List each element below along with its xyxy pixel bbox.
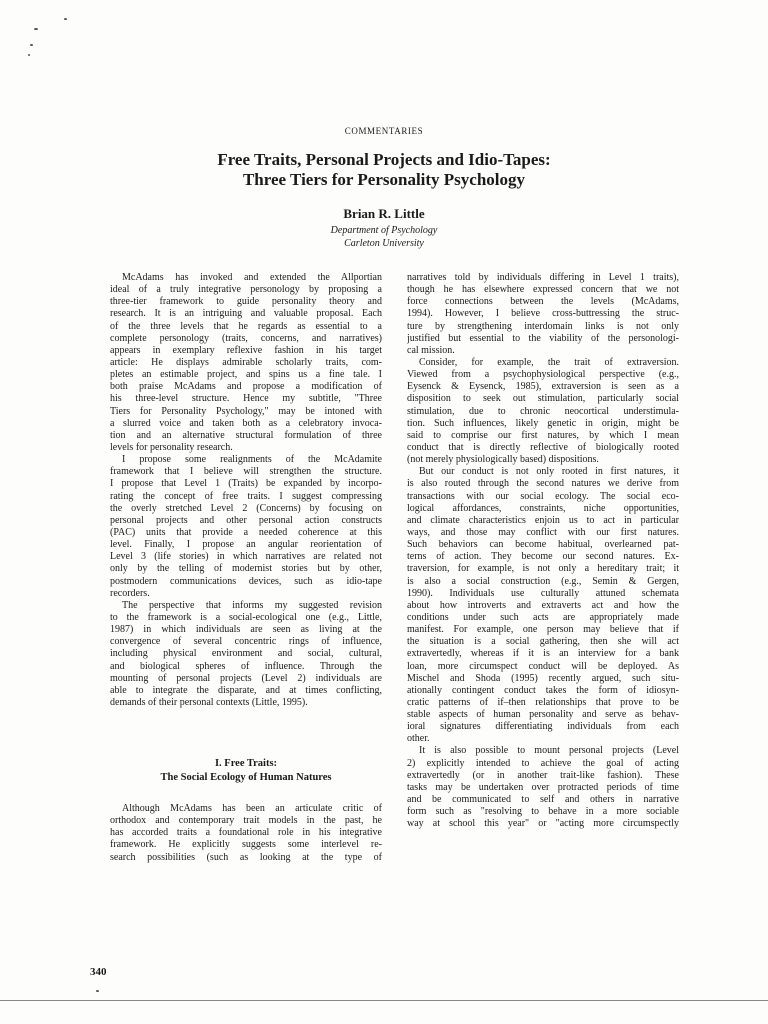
text-line: only by the telling of modernist stories but by other, [110, 563, 382, 575]
section-label: COMMENTARIES [344, 126, 424, 136]
text-line: loan, more circumspect conduct will be deployed. As [407, 660, 679, 672]
department: Department of Psychology [330, 225, 438, 236]
text-line: said to comprise our first natures, by which I mean [407, 429, 679, 441]
text-line: (not merely physiologically based) dispositions. [407, 454, 599, 466]
paragraph [110, 600, 382, 709]
paragraph [407, 745, 679, 830]
article-title [0, 150, 768, 190]
text-line: level. Finally, I propose an angular reorientation of [110, 539, 382, 551]
text-line: ationally contingent conduct takes the form of idiosyn- [407, 684, 679, 696]
text-line: 1990). Individuals use culturally attuned schemata [407, 587, 679, 599]
text-line: ioral signatures differentiating individuals from each [407, 721, 679, 733]
text-line: McAdams has invoked and extended the Allportian [122, 272, 382, 283]
text-line: cratic patterns of if–then relationships that prove to be [407, 696, 679, 708]
text-line: transactions with our social ecology. The social eco- [407, 490, 679, 502]
scan-edge-line [0, 1000, 768, 1001]
text-line: Eysenck & Eysenck, 1985), extraversion is seen as a [407, 381, 679, 393]
text-line: other. [407, 733, 430, 745]
text-line: logical affordances, constraints, niche opportunities, [407, 502, 679, 514]
text-line: I propose that Level 1 (Traits) be expanded by incorpo- [110, 478, 382, 490]
text-line: conditions under such acts are appropriately made [407, 611, 679, 623]
text-line: Mischel and Shoda (1995) recently argued, such situ- [407, 672, 679, 684]
text-line: Viewed from a psychophysiological perspective (e.g., [407, 369, 679, 381]
text-line: levels for personality research. [110, 441, 233, 453]
text-line: framework. He explicitly suggests some interlevel re- [110, 839, 382, 851]
paragraph [407, 466, 679, 745]
paragraph [110, 454, 382, 600]
left-column [110, 272, 382, 864]
text-line: ways, and those may conflict with our first natures. [407, 526, 679, 538]
text-line: and climate characteristics enjoin us to act in particular [407, 514, 679, 526]
text-line: three-tier framework to guide personality theory and [110, 296, 382, 308]
text-line: force connections between the levels (McAdams, [407, 296, 679, 308]
text-line: both praise McAdams and propose a modification of [110, 381, 382, 393]
text-line: stable aspects of human personality and serve as behav- [407, 709, 679, 721]
section-heading-number: I. Free Traits: [214, 758, 278, 770]
text-line: form such as "resolving to behave in a more sociable [407, 806, 679, 818]
text-line: is also routed through the second natures we derive from [407, 478, 679, 490]
text-line: convergence of several concentric rings of influence, [110, 636, 382, 648]
paragraph [407, 272, 679, 357]
text-line: disposition to seek out stimulation, particularly social [407, 393, 679, 405]
text-line: mounting of personal projects (Level 2) individuals are [110, 672, 382, 684]
page-number: 340 [90, 966, 107, 978]
text-line: 2) explicitly intended to achieve the goal of acting [407, 757, 679, 769]
section-heading-title: The Social Ecology of Human Natures [160, 772, 332, 784]
text-line: of the three levels that he regards as essential to a [110, 320, 382, 332]
university: Carleton University [344, 238, 424, 249]
text-line: Consider, for example, the trait of extraversion. [419, 356, 679, 368]
text-line: to the framework is a social-ecological one (e.g., Little, [110, 611, 382, 623]
text-line: complete personology (traits, concerns, and narratives) [110, 332, 382, 344]
text-line: appears in exemplary reflexive fashion in his target [110, 344, 382, 356]
title-line-2: Three Tiers for Personality Psychology [242, 170, 526, 189]
text-line: extravertedly (or in another trait-like fashion). These [407, 769, 679, 781]
text-line: able to integrate the disparate, and at times conflicting, [110, 684, 382, 696]
text-line: and biological spheres of influence. Through the [110, 660, 382, 672]
text-line: the overly stretched Level 2 (Concerns) by focusing on [110, 502, 382, 514]
right-column [407, 272, 679, 830]
text-line: conduct that is directly reflective of biologically rooted [407, 441, 679, 453]
author-name: Brian R. Little [343, 206, 425, 221]
text-line: narratives told by individuals differing in Level 1 traits), [407, 272, 679, 283]
scan-speck [34, 28, 38, 30]
scan-speck [96, 990, 99, 992]
text-line: It is also possible to mount personal projects (Level [419, 745, 679, 757]
text-line: cal mission. [407, 344, 455, 356]
text-line: ture by strengthening interdomain links is not only [407, 320, 679, 332]
text-line: postmodern communications devices, such as idio-tape [110, 575, 382, 587]
text-line: tion and an alternative structural formulation of three [110, 429, 382, 441]
text-line: search possibilities (such as looking at the type of [110, 851, 382, 863]
text-line: manifest. For example, one person may believe that if [407, 624, 679, 636]
text-line: research. It is an intriguing and valuable proposal. Each [110, 308, 382, 320]
text-line: ideal of a truly integrative personology by proposing a [110, 284, 382, 296]
text-line: way at school this year" or "acting more circumspectly [407, 818, 679, 830]
text-line: though he has elsewhere expressed concern that we not [407, 284, 679, 296]
text-line: personal projects and other personal action constructs [110, 514, 382, 526]
text-line: extravertedly, whereas if it is an interview for a bank [407, 648, 679, 660]
text-line: 1994). However, I believe cross-buttressing the struc- [407, 308, 679, 320]
text-line: has accorded traits a foundational role in his integrative [110, 827, 382, 839]
scan-speck [30, 44, 33, 46]
scan-speck [64, 18, 67, 20]
text-line: terns of action. They become our second natures. Ex- [407, 551, 679, 563]
text-line: rating the concept of free traits. I suggest compressing [110, 490, 382, 502]
text-line: But our conduct is not only rooted in first natures, it [419, 466, 679, 478]
text-line: pletes an estimable project, and spins us a fine tale. I [110, 369, 382, 381]
paragraph [110, 272, 382, 454]
text-line: (PAC) units that provide a needed coherence at this [110, 526, 382, 538]
text-line: Although McAdams has been an articulate critic of [122, 803, 382, 815]
text-line: a slurred voice and taken both as a celebratory invoca- [110, 417, 382, 429]
text-line: Tiers for Personality Psychology," may be intoned with [110, 405, 382, 417]
text-line: 1987) in which individuals are seen as living at the [110, 624, 382, 636]
text-line: tasks may be undertaken over protracted periods of time [407, 781, 679, 793]
title-line-1: Free Traits, Personal Projects and Idio-Tapes: [217, 150, 551, 169]
text-line: and be communicated to self and others in narrative [407, 794, 679, 806]
text-line: Level 3 (life stories) in which narratives are related not [110, 551, 382, 563]
text-line: orthodox and contemporary trait models in the past, he [110, 815, 382, 827]
section-heading [110, 757, 382, 785]
text-line: including physical environment and social, cultural, [110, 648, 382, 660]
text-line: tion. Such influences, likely genetic in origin, might be [407, 417, 679, 429]
text-line: the situation is a social gathering, then she will act [407, 636, 679, 648]
text-line: Such behaviors can become habitual, overlearned pat- [407, 539, 679, 551]
text-line: article: He displays admirable scholarly traits, com- [110, 356, 382, 368]
text-line: recorders. [110, 587, 150, 599]
text-line: his three-level structure. Hence my subtitle, "Three [110, 393, 382, 405]
text-line: about how introverts and extraverts act and how the [407, 599, 679, 611]
paragraph [110, 803, 382, 864]
text-line: I propose some realignments of the McAdamite [122, 454, 382, 466]
scan-speck [28, 54, 30, 56]
text-line: stimulation, due to chronic neocortical understimula- [407, 405, 679, 417]
text-line: The perspective that informs my suggested revision [122, 599, 382, 611]
text-line: demands of their personal contexts (Little, 1995). [110, 696, 308, 708]
text-line: framework that I believe will strengthen the structure. [110, 466, 382, 478]
paragraph [407, 357, 679, 466]
text-line: is also a social construction (e.g., Semin & Gergen, [407, 575, 679, 587]
author-affiliation [0, 224, 768, 250]
text-line: justified but essential to the viability of the personologi- [407, 332, 679, 344]
text-line: traversion, for example, is not only a hereditary trait; it [407, 563, 679, 575]
